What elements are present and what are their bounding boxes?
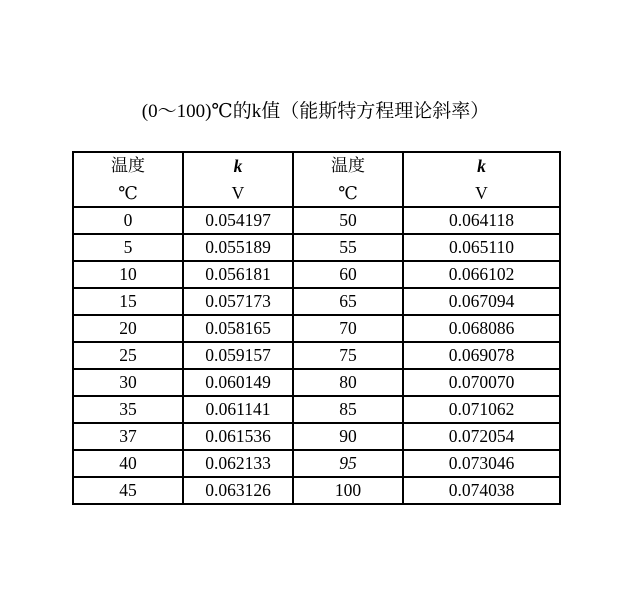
temperature-left-cell: 10 [73, 261, 183, 288]
header-k-right: k [403, 152, 560, 180]
table-row [73, 342, 560, 369]
temperature-right-cell: 75 [293, 342, 403, 369]
k-right-cell: 0.069078 [403, 342, 560, 369]
temperature-right-cell: 85 [293, 396, 403, 423]
temperature-left-cell: 40 [73, 450, 183, 477]
k-right-cell: 0.071062 [403, 396, 560, 423]
k-right-cell: 0.067094 [403, 288, 560, 315]
temperature-left-cell: 25 [73, 342, 183, 369]
temperature-right-cell: 65 [293, 288, 403, 315]
temperature-right-cell: 55 [293, 234, 403, 261]
k-left-cell: 0.060149 [183, 369, 293, 396]
header-temperature-right: 温度 [293, 152, 403, 180]
table-row [73, 477, 560, 504]
temperature-left-cell: 45 [73, 477, 183, 504]
k-left-cell: 0.058165 [183, 315, 293, 342]
k-right-cell: 0.066102 [403, 261, 560, 288]
unit-celsius-left: ℃ [73, 180, 183, 207]
k-left-cell: 0.057173 [183, 288, 293, 315]
nernst-slope-table [72, 151, 561, 505]
k-left-cell: 0.054197 [183, 207, 293, 234]
k-right-cell: 0.073046 [403, 450, 560, 477]
header-temperature-left: 温度 [73, 152, 183, 180]
k-left-cell: 0.061141 [183, 396, 293, 423]
k-right-cell: 0.068086 [403, 315, 560, 342]
table-row [73, 396, 560, 423]
temperature-right-cell: 80 [293, 369, 403, 396]
k-right-cell: 0.065110 [403, 234, 560, 261]
temperature-right-cell: 95 [293, 450, 403, 477]
table-row [73, 450, 560, 477]
table-row [73, 261, 560, 288]
k-right-cell: 0.074038 [403, 477, 560, 504]
table-row [73, 423, 560, 450]
table-row [73, 207, 560, 234]
temperature-right-cell: 50 [293, 207, 403, 234]
table-row [73, 315, 560, 342]
k-left-cell: 0.055189 [183, 234, 293, 261]
temperature-right-cell: 90 [293, 423, 403, 450]
header-row-units [73, 180, 560, 207]
temperature-right-cell: 100 [293, 477, 403, 504]
temperature-left-cell: 15 [73, 288, 183, 315]
temperature-left-cell: 35 [73, 396, 183, 423]
header-row-top [73, 152, 560, 180]
temperature-left-cell: 0 [73, 207, 183, 234]
temperature-right-cell: 70 [293, 315, 403, 342]
unit-volt-right: V [403, 180, 560, 207]
header-k-left: k [183, 152, 293, 180]
k-left-cell: 0.059157 [183, 342, 293, 369]
temperature-left-cell: 37 [73, 423, 183, 450]
table-title: (0〜100)℃的k值（能斯特方程理论斜率） [141, 101, 490, 122]
table-row [73, 234, 560, 261]
k-right-cell: 0.064118 [403, 207, 560, 234]
temperature-right-cell: 60 [293, 261, 403, 288]
k-left-cell: 0.056181 [183, 261, 293, 288]
table-row [73, 369, 560, 396]
unit-volt-left: V [183, 180, 293, 207]
temperature-left-cell: 5 [73, 234, 183, 261]
k-right-cell: 0.072054 [403, 423, 560, 450]
k-left-cell: 0.061536 [183, 423, 293, 450]
unit-celsius-right: ℃ [293, 180, 403, 207]
temperature-left-cell: 20 [73, 315, 183, 342]
k-left-cell: 0.063126 [183, 477, 293, 504]
temperature-left-cell: 30 [73, 369, 183, 396]
k-left-cell: 0.062133 [183, 450, 293, 477]
k-right-cell: 0.070070 [403, 369, 560, 396]
table-row [73, 288, 560, 315]
